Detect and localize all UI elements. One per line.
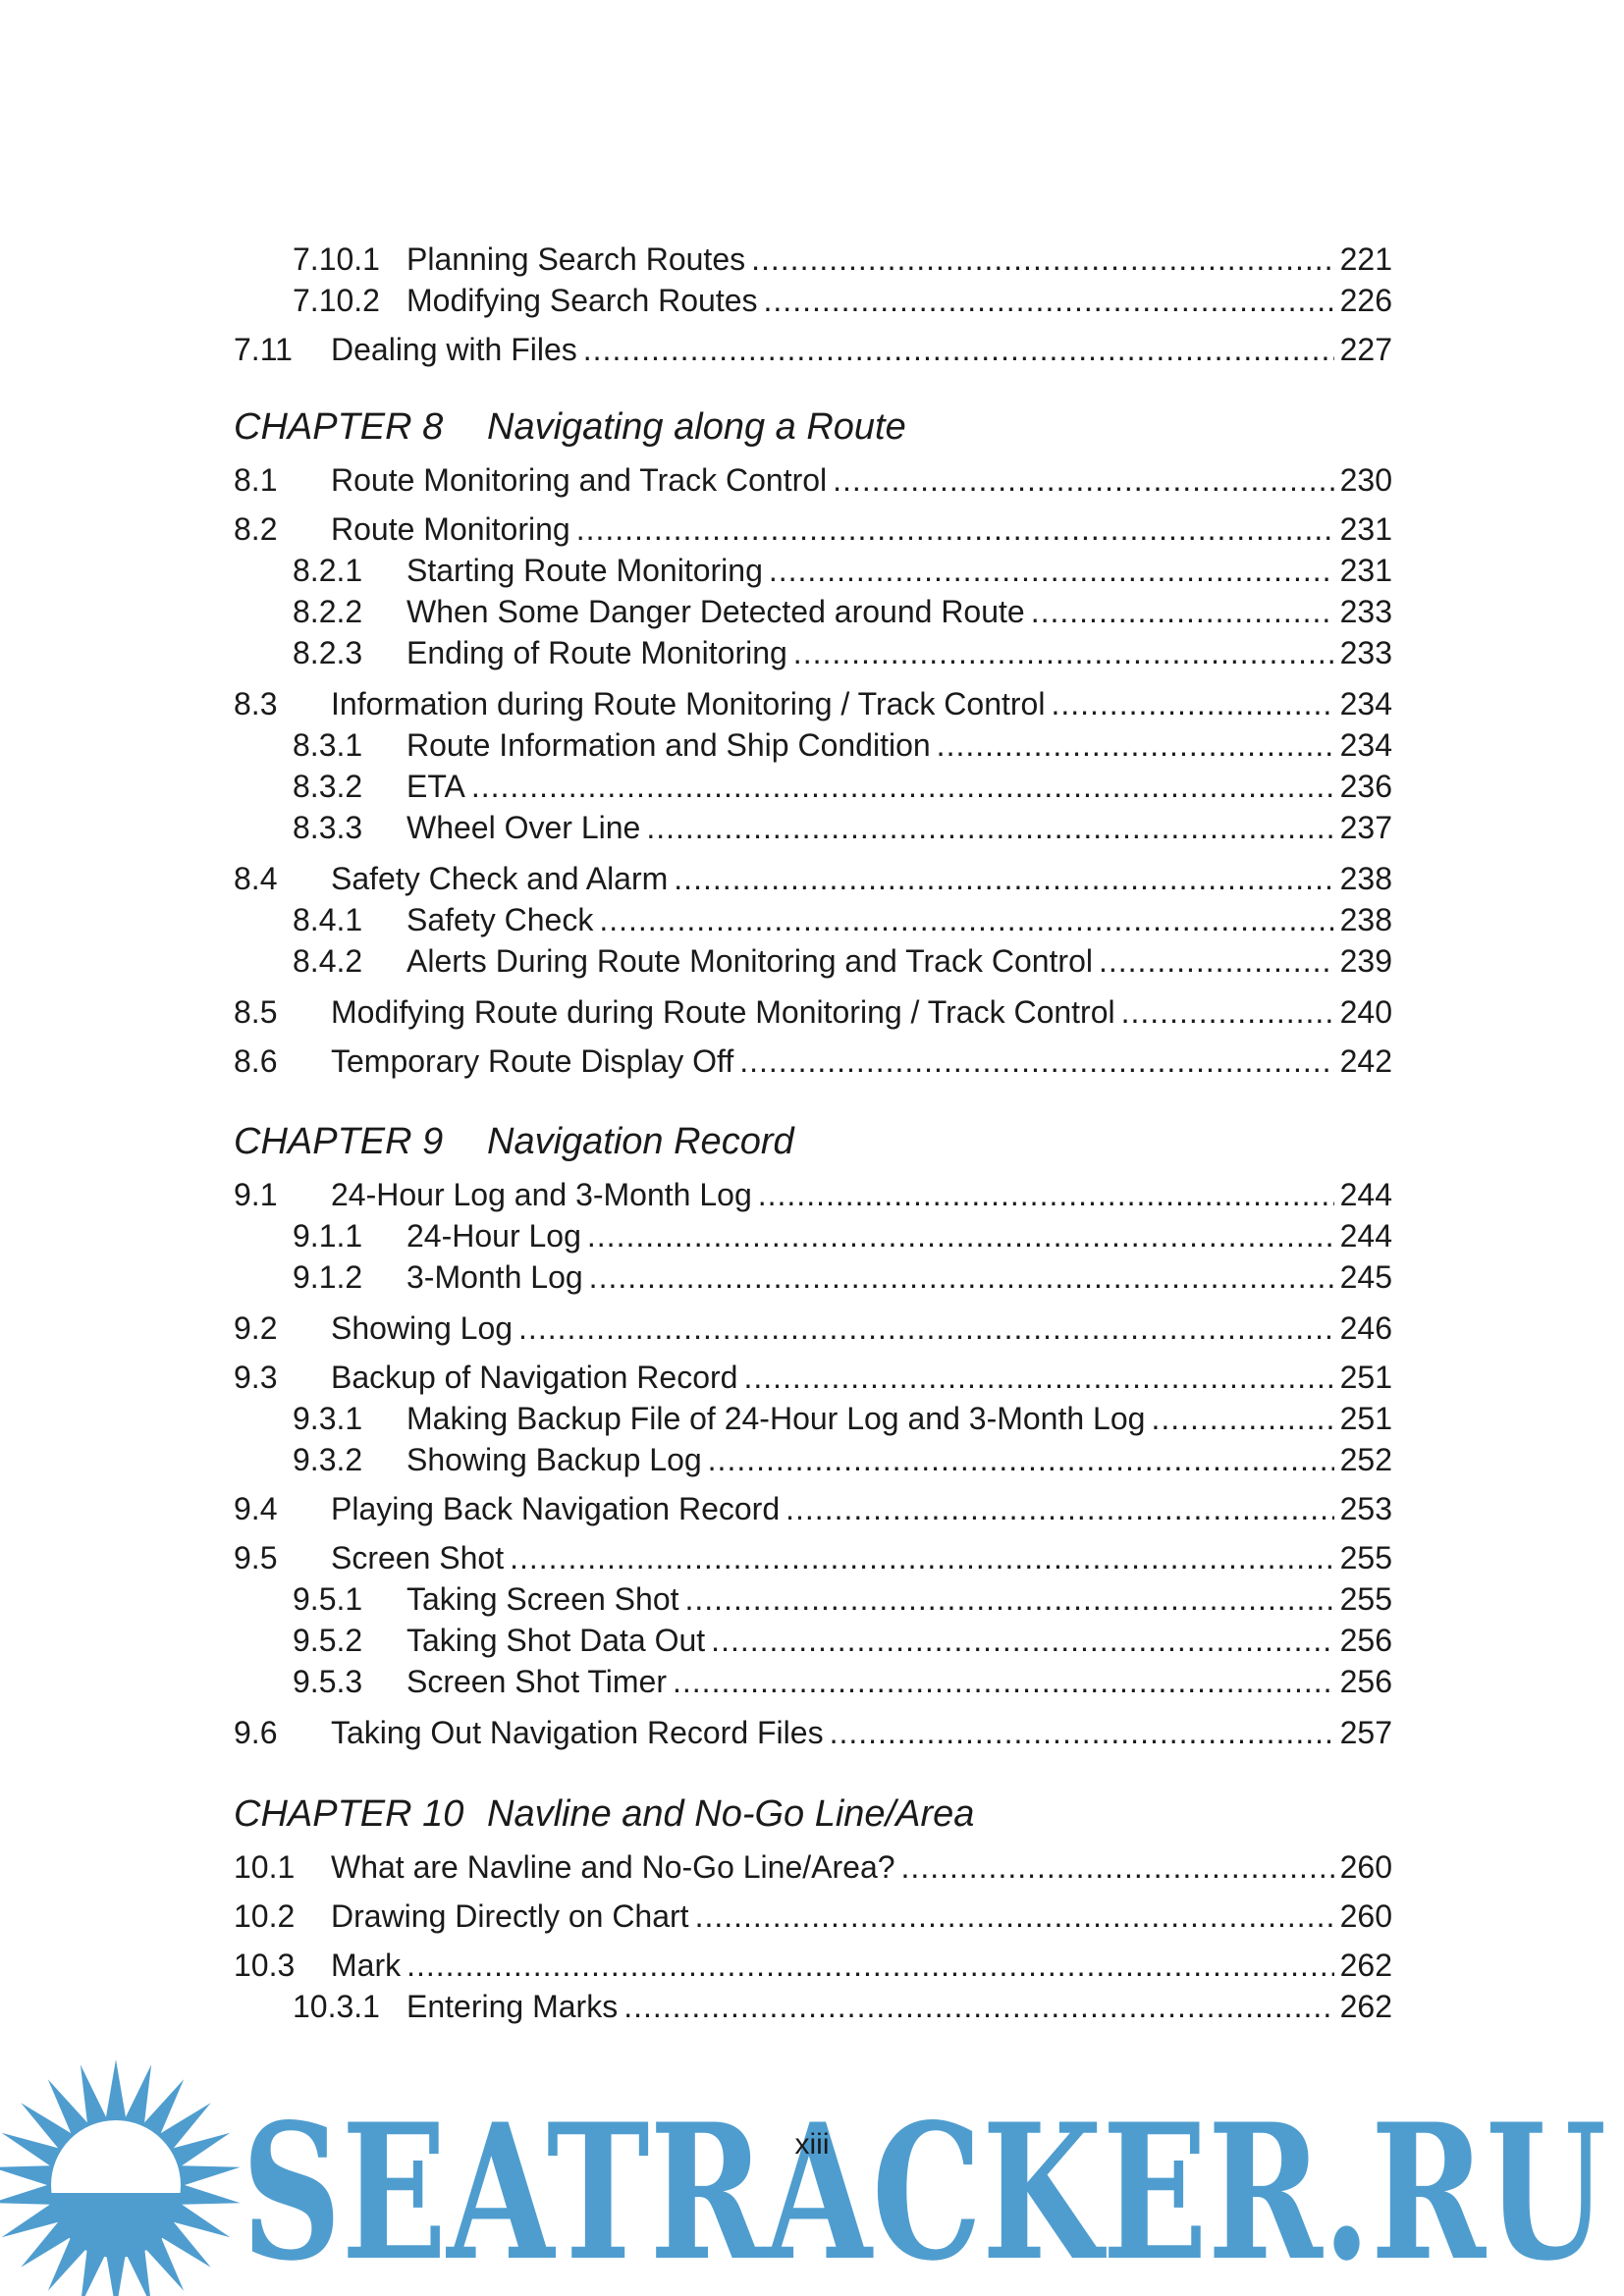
dot-leader xyxy=(646,808,1333,847)
toc-subsection[interactable] xyxy=(293,767,1392,806)
dot-leader xyxy=(830,1713,1334,1752)
section-title: Dealing with Files xyxy=(331,332,577,367)
dot-leader xyxy=(510,1538,1334,1577)
chapter-heading xyxy=(234,1791,974,1837)
section-title: Showing Log xyxy=(331,1310,514,1346)
section-number: 8.2.2 xyxy=(293,594,363,629)
page-ref: 230 xyxy=(1339,462,1392,498)
dot-leader xyxy=(758,1175,1334,1214)
toc-subsection[interactable] xyxy=(293,900,1392,939)
section-number: 8.4.2 xyxy=(293,943,363,979)
dot-leader xyxy=(901,1847,1334,1887)
toc-subsection[interactable] xyxy=(293,1579,1392,1619)
page-ref: 226 xyxy=(1339,283,1392,318)
dot-leader xyxy=(576,509,1334,549)
toc-section[interactable] xyxy=(234,460,1392,500)
dot-leader xyxy=(785,1489,1333,1528)
section-number: 9.1.1 xyxy=(293,1218,363,1254)
chapter-number: CHAPTER 8 xyxy=(234,406,444,448)
dot-leader xyxy=(743,1358,1333,1397)
dot-leader xyxy=(1051,684,1333,723)
dot-leader xyxy=(587,1216,1334,1255)
section-number: 8.3.3 xyxy=(293,810,363,845)
page-ref: 238 xyxy=(1339,861,1392,896)
chapter-heading xyxy=(234,404,906,450)
section-title: Wheel Over Line xyxy=(406,810,641,845)
page-ref: 244 xyxy=(1339,1218,1392,1254)
toc-section[interactable] xyxy=(234,992,1392,1032)
page-ref: 256 xyxy=(1339,1664,1392,1699)
section-title: Screen Shot xyxy=(331,1540,505,1575)
chapter-number: CHAPTER 10 xyxy=(234,1793,464,1835)
toc-subsection[interactable] xyxy=(293,1216,1392,1255)
page-ref: 233 xyxy=(1339,635,1392,670)
page-ref: 251 xyxy=(1339,1360,1392,1395)
section-number: 10.3.1 xyxy=(293,1989,380,2024)
toc-subsection[interactable] xyxy=(293,592,1392,631)
section-number: 9.1 xyxy=(234,1177,278,1212)
section-number: 7.10.2 xyxy=(293,283,380,318)
toc-section[interactable] xyxy=(234,1489,1392,1528)
section-title: Making Backup File of 24-Hour Log and 3-Month Log xyxy=(406,1401,1146,1436)
toc-section[interactable] xyxy=(234,1041,1392,1081)
section-number: 8.2.1 xyxy=(293,553,363,588)
section-number: 7.10.1 xyxy=(293,241,380,277)
page-ref: 240 xyxy=(1339,994,1392,1030)
section-number: 9.6 xyxy=(234,1715,278,1750)
toc-section[interactable] xyxy=(234,1847,1392,1887)
dot-leader xyxy=(764,281,1334,320)
section-number: 8.3.1 xyxy=(293,727,363,763)
toc-subsection[interactable] xyxy=(293,633,1392,672)
toc-section[interactable] xyxy=(234,1358,1392,1397)
toc-section[interactable] xyxy=(234,859,1392,898)
section-number: 8.4 xyxy=(234,861,278,896)
section-title: Route Monitoring and Track Control xyxy=(331,462,828,498)
section-title: 3-Month Log xyxy=(406,1259,583,1295)
watermark-graphic xyxy=(0,2052,1624,2296)
dot-leader xyxy=(769,551,1334,590)
section-title: Screen Shot Timer xyxy=(406,1664,667,1699)
section-title: Safety Check and Alarm xyxy=(331,861,669,896)
dot-leader xyxy=(937,725,1334,765)
section-number: 8.2.3 xyxy=(293,635,363,670)
dot-leader xyxy=(1151,1399,1333,1438)
page-ref: 245 xyxy=(1339,1259,1392,1295)
page-ref: 238 xyxy=(1339,902,1392,937)
page-ref: 234 xyxy=(1339,727,1392,763)
dot-leader xyxy=(518,1308,1334,1348)
dot-leader xyxy=(711,1621,1333,1660)
section-title: Mark xyxy=(331,1948,402,1983)
chapter-title: Navigation Record xyxy=(487,1121,794,1162)
dot-leader xyxy=(673,1662,1334,1701)
section-number: 10.3 xyxy=(234,1948,296,1983)
section-title: Alerts During Route Monitoring and Track Control xyxy=(406,943,1093,979)
sun-logo-icon xyxy=(0,2059,241,2296)
dot-leader xyxy=(599,900,1333,939)
chapter-number: CHAPTER 9 xyxy=(234,1121,444,1162)
section-number: 8.3.2 xyxy=(293,769,363,804)
section-title: Taking Screen Shot xyxy=(406,1581,679,1617)
section-title: Modifying Search Routes xyxy=(406,283,758,318)
section-title: Route Monitoring xyxy=(331,511,570,547)
section-title: ETA xyxy=(406,769,465,804)
page-ref: 262 xyxy=(1339,1948,1392,1983)
section-title: Backup of Navigation Record xyxy=(331,1360,738,1395)
toc-subsection[interactable] xyxy=(293,1662,1392,1701)
chapter-heading xyxy=(234,1119,794,1164)
dot-leader xyxy=(623,1987,1333,2026)
section-title: Playing Back Navigation Record xyxy=(331,1491,781,1526)
toc-subsection[interactable] xyxy=(293,281,1392,320)
section-number: 9.3 xyxy=(234,1360,278,1395)
toc-subsection[interactable] xyxy=(293,1987,1392,2026)
page-ref: 234 xyxy=(1339,686,1392,721)
section-title: Planning Search Routes xyxy=(406,241,746,277)
section-number: 8.6 xyxy=(234,1043,278,1079)
page-ref: 231 xyxy=(1339,511,1392,547)
toc-subsection[interactable] xyxy=(293,1257,1392,1297)
section-title: Taking Shot Data Out xyxy=(406,1623,706,1658)
section-number: 8.1 xyxy=(234,462,278,498)
toc-section[interactable] xyxy=(234,509,1392,549)
toc-section[interactable] xyxy=(234,1896,1392,1936)
section-number: 9.1.2 xyxy=(293,1259,363,1295)
dot-leader xyxy=(1099,941,1334,981)
section-title: Taking Out Navigation Record Files xyxy=(331,1715,824,1750)
toc-subsection[interactable] xyxy=(293,941,1392,981)
section-title: Safety Check xyxy=(406,902,594,937)
page-ref: 246 xyxy=(1339,1310,1392,1346)
dot-leader xyxy=(583,330,1334,369)
dot-leader xyxy=(695,1896,1334,1936)
section-title: 24-Hour Log xyxy=(406,1218,581,1254)
toc-subsection[interactable] xyxy=(293,808,1392,847)
section-number: 8.4.1 xyxy=(293,902,363,937)
page-number: xiii xyxy=(794,2128,830,2161)
section-number: 9.3.1 xyxy=(293,1401,363,1436)
section-number: 7.11 xyxy=(234,332,293,367)
section-number: 9.5 xyxy=(234,1540,278,1575)
toc-section[interactable] xyxy=(234,684,1392,723)
dot-leader xyxy=(471,767,1334,806)
section-number: 8.3 xyxy=(234,686,278,721)
page-ref: 255 xyxy=(1339,1540,1392,1575)
section-number: 9.5.2 xyxy=(293,1623,363,1658)
dot-leader xyxy=(739,1041,1333,1081)
toc-section[interactable] xyxy=(234,1713,1392,1752)
page-ref: 237 xyxy=(1339,810,1392,845)
section-number: 9.3.2 xyxy=(293,1442,363,1477)
page-ref: 239 xyxy=(1339,943,1392,979)
toc-subsection[interactable] xyxy=(293,725,1392,765)
page-ref: 251 xyxy=(1339,1401,1392,1436)
chapter-title: Navigating along a Route xyxy=(487,406,906,448)
toc-section[interactable] xyxy=(234,1946,1392,1985)
dot-leader xyxy=(1121,992,1334,1032)
toc-section[interactable] xyxy=(234,1308,1392,1348)
dot-leader xyxy=(751,240,1334,279)
page-ref: 252 xyxy=(1339,1442,1392,1477)
section-title: Modifying Route during Route Monitoring / Track Control xyxy=(331,994,1115,1030)
section-title: What are Navline and No-Go Line/Area? xyxy=(331,1849,895,1885)
page-ref: 253 xyxy=(1339,1491,1392,1526)
page-ref: 244 xyxy=(1339,1177,1392,1212)
section-number: 9.5.1 xyxy=(293,1581,363,1617)
page-ref: 236 xyxy=(1339,769,1392,804)
section-number: 9.4 xyxy=(234,1491,278,1526)
page-ref: 260 xyxy=(1339,1849,1392,1885)
section-number: 8.5 xyxy=(234,994,278,1030)
dot-leader xyxy=(685,1579,1334,1619)
page-ref: 242 xyxy=(1339,1043,1392,1079)
page-ref: 221 xyxy=(1339,241,1392,277)
dot-leader xyxy=(674,859,1333,898)
toc-subsection[interactable] xyxy=(293,1440,1392,1479)
toc-section[interactable] xyxy=(234,330,1392,369)
section-number: 8.2 xyxy=(234,511,278,547)
chapter-title: Navline and No-Go Line/Area xyxy=(487,1793,975,1835)
watermark xyxy=(0,2052,1624,2296)
section-number: 9.5.3 xyxy=(293,1664,363,1699)
dot-leader xyxy=(793,633,1334,672)
dot-leader xyxy=(833,460,1333,500)
dot-leader xyxy=(708,1440,1334,1479)
section-title: Drawing Directly on Chart xyxy=(331,1898,689,1934)
page-ref: 255 xyxy=(1339,1581,1392,1617)
toc-subsection[interactable] xyxy=(293,1621,1392,1660)
section-title: Ending of Route Monitoring xyxy=(406,635,787,670)
watermark-text: SEATRACKER.RU xyxy=(242,2083,1606,2296)
section-number: 9.2 xyxy=(234,1310,278,1346)
toc-section[interactable] xyxy=(234,1175,1392,1214)
page-ref: 260 xyxy=(1339,1898,1392,1934)
toc-subsection[interactable] xyxy=(293,240,1392,279)
page-ref: 256 xyxy=(1339,1623,1392,1658)
page-ref: 227 xyxy=(1339,332,1392,367)
dot-leader xyxy=(589,1257,1334,1297)
toc-subsection[interactable] xyxy=(293,551,1392,590)
page-ref: 231 xyxy=(1339,553,1392,588)
section-title: Starting Route Monitoring xyxy=(406,553,763,588)
section-number: 10.2 xyxy=(234,1898,296,1934)
dot-leader xyxy=(406,1946,1334,1985)
section-title: Showing Backup Log xyxy=(406,1442,702,1477)
section-title: When Some Danger Detected around Route xyxy=(406,594,1025,629)
toc-section[interactable] xyxy=(234,1538,1392,1577)
section-title: Entering Marks xyxy=(406,1989,619,2024)
page-ref: 257 xyxy=(1339,1715,1392,1750)
page-ref: 233 xyxy=(1339,594,1392,629)
section-title: Information during Route Monitoring / Track Control xyxy=(331,686,1046,721)
page-ref: 262 xyxy=(1339,1989,1392,2024)
section-title: 24-Hour Log and 3-Month Log xyxy=(331,1177,752,1212)
section-title: Route Information and Ship Condition xyxy=(406,727,931,763)
section-title: Temporary Route Display Off xyxy=(331,1043,734,1079)
dot-leader xyxy=(1031,592,1334,631)
toc-subsection[interactable] xyxy=(293,1399,1392,1438)
section-number: 10.1 xyxy=(234,1849,296,1885)
